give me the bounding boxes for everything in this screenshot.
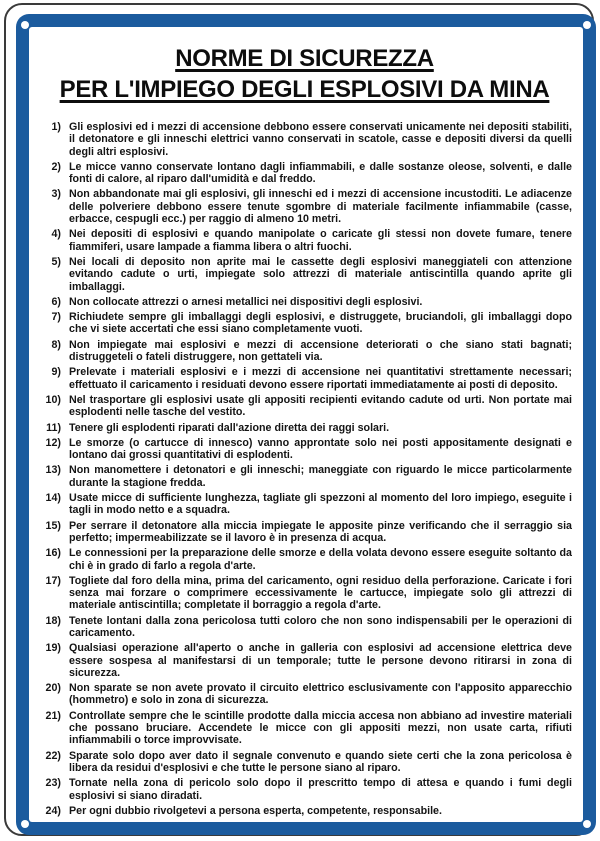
rule-item	[37, 311, 572, 336]
rule-item	[37, 682, 572, 707]
rule-number: 2)	[51, 160, 61, 173]
sign-content	[29, 27, 583, 822]
rule-number: 4)	[51, 228, 61, 241]
rule-text: Non collocate attrezzi o arnesi metallici nei dispositivi degli esplosivi.	[69, 295, 423, 308]
rule-number: 21)	[45, 709, 61, 722]
rule-number: 7)	[51, 311, 61, 324]
rule-text: Le smorze (o cartucce di innesco) vanno approntate solo nei posti appositamente designati e lontano dai grossi quantitativi di esplodenti.	[69, 436, 572, 462]
title-line-1: NORME DI SICUREZZA	[175, 45, 434, 72]
rule-item	[37, 188, 572, 225]
rule-number: 20)	[45, 682, 61, 695]
sign-inner-panel	[29, 27, 583, 822]
rule-number: 1)	[51, 121, 61, 133]
screw-icon	[583, 820, 591, 828]
rule-text: Gli esplosivi ed i mezzi di accensione debbono essere conservati unicamente nei depositi stabiliti, il detonatore e gli inneschi elettrici vanno conservati in scatole, casse e depositi diversi da quelli degli altri esplosivi.	[69, 121, 572, 158]
rule-text: Controllate sempre che le scintille prodotte dalla miccia accesa non abbiano ad investire materiali che possano bruciare. Accendete le micce con gli appositi mezzi, non usate carta, rifiuti infiammabili o torce improvvisate.	[69, 709, 572, 747]
rule-number: 5)	[51, 255, 61, 268]
rule-item	[37, 437, 572, 462]
sign-plate	[4, 3, 594, 836]
rule-number: 24)	[45, 804, 61, 817]
rule-text: Nei locali di deposito non aprite mai le cassette degli esplosivi maneggiateli con attenzione evitando cadute o urti, impiegate solo attrezzi di materiale antiscintilla quando aprite gli imballaggi.	[69, 255, 572, 293]
screw-icon	[21, 21, 29, 29]
rule-item	[37, 256, 572, 293]
rule-item	[37, 366, 572, 391]
rule-number: 11)	[46, 421, 61, 434]
rule-text: Nel trasportare gli esplosivi usate gli appositi recipienti evitando cadute od urti. Non portate mai esplodenti nelle tasche del vestito.	[69, 393, 572, 419]
rule-number: 10)	[45, 393, 61, 406]
rule-text: Richiudete sempre gli imballaggi degli esplosivi, e distruggete, bruciandoli, gli imballaggi dopo che vi siete accertati che essi siano completamente vuoti.	[69, 311, 572, 336]
safety-rules-list	[37, 121, 572, 817]
rule-item	[37, 422, 572, 434]
rule-item	[37, 805, 572, 817]
rule-number: 14)	[45, 492, 61, 505]
rule-item	[37, 228, 572, 253]
rule-text: Le micce vanno conservate lontano dagli infiammabili, e dalle sostanze oleose, solventi, e dalle fonti di calore, al riparo dall'umidità e dal freddo.	[69, 160, 572, 186]
rule-item	[37, 750, 572, 775]
rule-number: 6)	[51, 295, 61, 308]
rule-item	[37, 575, 572, 612]
rule-item	[37, 615, 572, 640]
screw-icon	[583, 21, 591, 29]
title-line-2: PER L'IMPIEGO DEGLI ESPLOSIVI DA MINA	[59, 76, 550, 103]
rule-text: Per serrare il detonatore alla miccia impiegate le apposite pinze verificando che il serraggio sia perfetto; impermeabilizzate se il lavoro è in presenza di acqua.	[69, 519, 572, 544]
rule-text: Usate micce di sufficiente lunghezza, tagliate gli spezzoni al momento del loro impiego, eseguite i tagli in modo netto e a squadra.	[69, 492, 572, 517]
rule-text: Prelevate i materiali esplosivi e i mezzi di accensione nei quantitativi strettamente necessari; effettuato il caricamento i residuati devono essere riportati immediatamente ai posti di deposito.	[69, 366, 572, 391]
rule-number: 3)	[51, 188, 61, 201]
screw-icon	[21, 820, 29, 828]
rule-item	[37, 296, 572, 308]
rule-number: 8)	[51, 338, 61, 351]
rule-item	[37, 777, 572, 802]
rule-text: Per ogni dubbio rivolgetevi a persona esperta, competente, responsabile.	[69, 804, 442, 817]
rule-text: Tenete lontani dalla zona pericolosa tutti coloro che non sono indispensabili per le operazioni di caricamento.	[69, 614, 572, 639]
rule-item	[37, 339, 572, 364]
rule-number: 15)	[45, 519, 61, 532]
rule-item	[37, 642, 572, 679]
rule-text: Togliete dal foro della mina, prima del caricamento, ogni residuo della perforazione. Caricate i fori senza mai forzare o comprimere eccessivamente le cartucce, impiegate solo gli attrezzi di materiale antiscintilla; completate il borraggio a regola d'arte.	[69, 574, 572, 612]
rule-number: 13)	[45, 464, 61, 477]
rule-item	[37, 464, 572, 489]
rule-text: Non sparate se non avete provato il circuito elettrico esclusivamente con l'apposito apparecchio (hommetro) e solo in zona di sicurezza.	[69, 682, 572, 707]
rule-number: 17)	[45, 574, 61, 587]
rule-item	[37, 492, 572, 517]
rule-number: 12)	[45, 436, 61, 449]
rule-number: 19)	[45, 642, 61, 655]
rule-text: Tornate nella zona di pericolo solo dopo il prescritto tempo di attesa e quando i fumi degli esplosivi si siano diradati.	[69, 777, 572, 802]
rule-text: Nei depositi di esplosivi e quando manipolate o caricate gli stessi non dovete fumare, tenere fiammiferi, usare lampade a fiamma libera o altri fuochi.	[69, 228, 572, 253]
rule-item	[37, 161, 572, 186]
rule-text: Sparate solo dopo aver dato il segnale convenuto e quando siete certi che la zona pericolosa è libera da residui d'esplosivi e che tutte le persone siano al riparo.	[69, 749, 572, 774]
rule-number: 18)	[45, 614, 61, 627]
blue-border-frame	[16, 14, 596, 835]
rule-number: 9)	[51, 366, 61, 379]
rule-text: Non impiegate mai esplosivi e mezzi di accensione deteriorati o che siano stati bagnati; distruggeteli o fateli distruggere, non gettateli via.	[69, 338, 572, 364]
rule-item	[37, 520, 572, 545]
rule-text: Non abbandonate mai gli esplosivi, gli inneschi ed i mezzi di accensione incustoditi. Le adiacenze delle polveriere debbono essere tenute sgombre di materiale facilmente infiammabile (casse, erbacce, cespugli ecc.) per raggio di almeno 10 metri.	[69, 188, 572, 226]
rule-text: Le connessioni per la preparazione delle smorze e della volata devono essere eseguite soltanto da chi è in grado di farlo a regola d'arte.	[69, 547, 572, 572]
rule-item	[37, 710, 572, 747]
rule-number: 23)	[45, 777, 61, 790]
rule-item	[37, 121, 572, 158]
page-title	[37, 43, 572, 105]
rule-text: Non manomettere i detonatori e gli inneschi; maneggiate con riguardo le micce particolarmente durante la stagione fredda.	[69, 464, 572, 489]
rule-text: Qualsiasi operazione all'aperto o anche in galleria con esplosivi ad accensione elettrica deve essere sospesa al manifestarsi di un temporale; tutte le persone devono ritirarsi in zona di sicurezza.	[69, 642, 572, 679]
rule-text: Tenere gli esplodenti riparati dall'azione diretta dei raggi solari.	[69, 421, 390, 434]
rule-number: 16)	[45, 547, 61, 560]
rule-item	[37, 547, 572, 572]
rule-item	[37, 394, 572, 419]
rule-number: 22)	[45, 749, 61, 762]
